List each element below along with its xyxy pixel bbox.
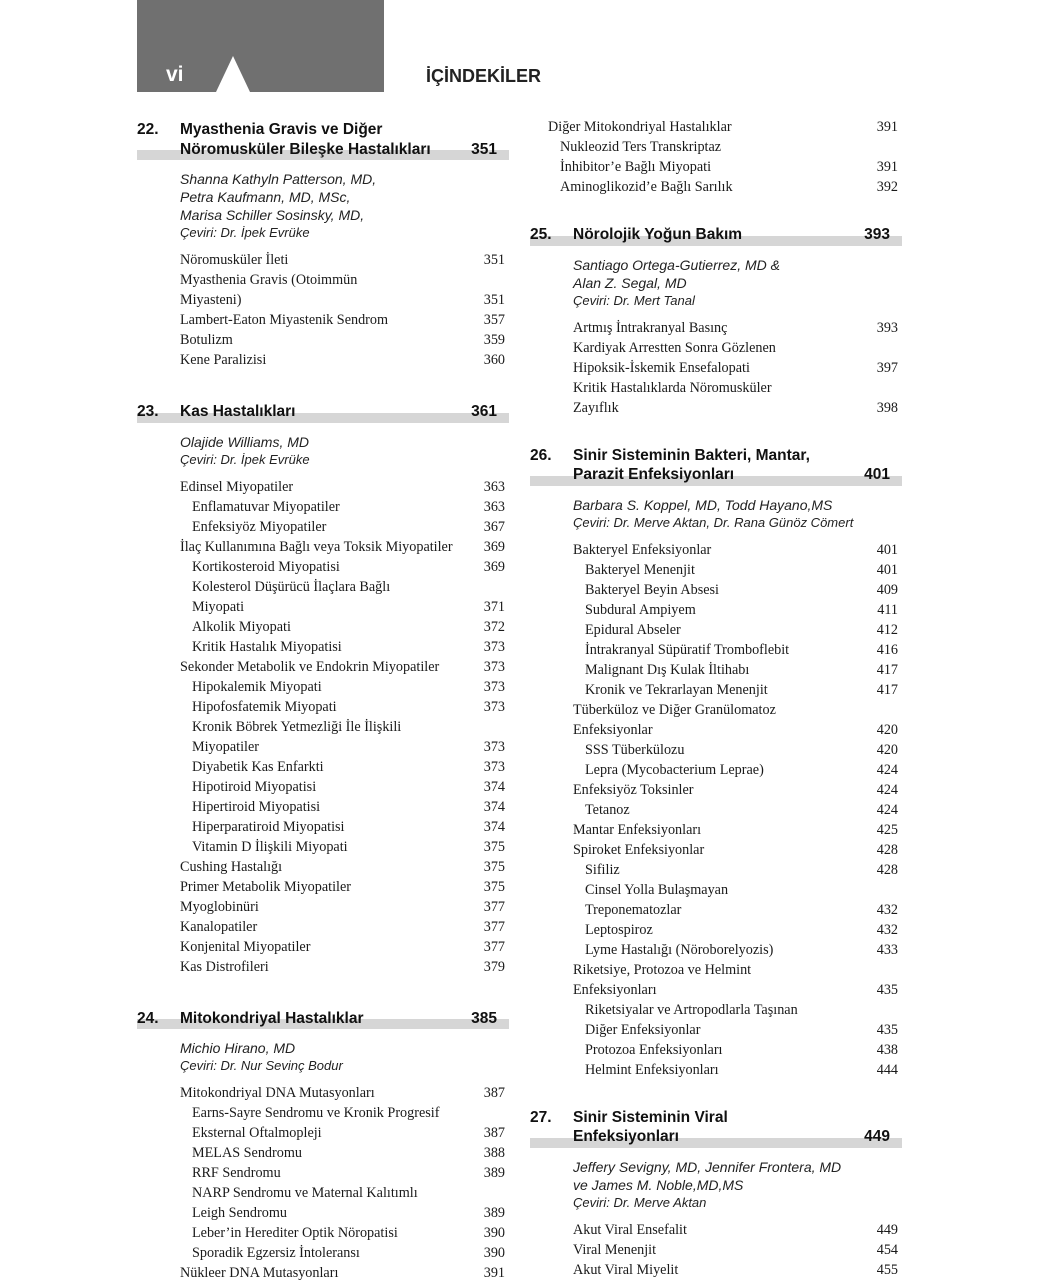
chapter-authors bbox=[573, 1158, 902, 1212]
toc-entry-title: Helmint Enfeksiyonları bbox=[573, 1060, 862, 1080]
toc-entry-page: 372 bbox=[484, 617, 505, 637]
toc-entry-page: 455 bbox=[877, 1260, 898, 1280]
toc-entry[interactable] bbox=[573, 720, 902, 740]
toc-entry-title: Konjenital Miyopatiler bbox=[180, 937, 469, 957]
toc-entry-page: 391 bbox=[877, 157, 898, 177]
toc-entry-page: 432 bbox=[877, 920, 898, 940]
toc-entry-page: 389 bbox=[484, 1163, 505, 1183]
toc-entry[interactable] bbox=[180, 597, 509, 617]
toc-entry-page: 398 bbox=[877, 398, 898, 418]
toc-entry-page: 411 bbox=[877, 600, 898, 620]
toc-entry[interactable] bbox=[180, 797, 509, 817]
toc-entry-page: 387 bbox=[484, 1123, 505, 1143]
toc-entry[interactable] bbox=[180, 897, 509, 917]
toc-entry[interactable] bbox=[180, 657, 509, 677]
toc-entry-page: 375 bbox=[484, 837, 505, 857]
toc-entry[interactable] bbox=[180, 517, 509, 537]
translator-line: Çeviri: Dr. Nur Sevinç Bodur bbox=[180, 1057, 509, 1075]
toc-entry[interactable] bbox=[573, 860, 902, 880]
author-line: Olajide Williams, MD bbox=[180, 433, 509, 451]
toc-entry-page: 433 bbox=[877, 940, 898, 960]
toc-entry[interactable] bbox=[180, 250, 509, 270]
author-line: Jeffery Sevigny, MD, Jennifer Frontera, MD bbox=[573, 1158, 902, 1176]
toc-entry-title: Myasthenia Gravis (Otoimmün bbox=[180, 270, 469, 290]
toc-entry-page: 379 bbox=[484, 957, 505, 977]
toc-entry-page: 357 bbox=[484, 310, 505, 330]
toc-entry[interactable] bbox=[180, 877, 509, 897]
toc-entry[interactable] bbox=[180, 677, 509, 697]
toc-entry-page: 449 bbox=[877, 1220, 898, 1240]
toc-right-column bbox=[530, 120, 902, 1280]
toc-entry[interactable] bbox=[573, 760, 902, 780]
toc-entry-title: Enfeksiyöz Toksinler bbox=[573, 780, 862, 800]
toc-entry-title: İntrakranyal Süpüratif Tromboflebit bbox=[573, 640, 862, 660]
toc-entry-title: MELAS Sendromu bbox=[180, 1143, 469, 1163]
toc-entry-title: Bakteryel Menenjit bbox=[573, 560, 862, 580]
toc-entry-page: 371 bbox=[484, 597, 505, 617]
toc-entry-page: 428 bbox=[877, 840, 898, 860]
toc-entry[interactable] bbox=[180, 777, 509, 797]
toc-entry-title: Hipokalemik Miyopati bbox=[180, 677, 469, 697]
toc-entry-title: Nukleozid Ters Transkriptaz bbox=[548, 137, 862, 157]
toc-entry-title: Edinsel Miyopatiler bbox=[180, 477, 469, 497]
toc-entry-title: Leptospiroz bbox=[573, 920, 862, 940]
toc-entry-list bbox=[573, 540, 902, 1080]
toc-entry-page: 377 bbox=[484, 917, 505, 937]
toc-entry-page: 391 bbox=[484, 1263, 505, 1283]
toc-entry-title: Lambert-Eaton Miyastenik Sendrom bbox=[180, 310, 469, 330]
author-line: Barbara S. Koppel, MD, Todd Hayano,MS bbox=[573, 496, 902, 514]
toc-entry-title: Artmış İntrakranyal Basınç bbox=[573, 318, 862, 338]
toc-entry[interactable] bbox=[180, 1083, 509, 1103]
toc-entry[interactable] bbox=[180, 310, 509, 330]
toc-entry[interactable] bbox=[573, 1220, 902, 1240]
toc-entry-title: Kritik Hastalıklarda Nöromusküler bbox=[573, 378, 862, 398]
chapter-authors bbox=[180, 170, 509, 242]
toc-entry-title: Sifiliz bbox=[573, 860, 862, 880]
toc-entry-title: Malignant Dış Kulak İltihabı bbox=[573, 660, 862, 680]
toc-entry-title: Lepra (Mycobacterium Leprae) bbox=[573, 760, 862, 780]
translator-line: Çeviri: Dr. Merve Aktan bbox=[573, 1194, 902, 1212]
toc-entry-page: 417 bbox=[877, 660, 898, 680]
toc-entry-title: Diğer Mitokondriyal Hastalıklar bbox=[548, 117, 862, 137]
toc-entry-title: Kritik Hastalık Miyopatisi bbox=[180, 637, 469, 657]
author-line: ve James M. Noble,MD,MS bbox=[573, 1176, 902, 1194]
toc-entry-title: Enfeksiyöz Miyopatiler bbox=[180, 517, 469, 537]
toc-entry-title: Riketsiyalar ve Artropodlarla Taşınan bbox=[573, 1000, 862, 1020]
chapter-number: 24. bbox=[137, 1009, 159, 1029]
toc-entry[interactable] bbox=[573, 398, 902, 418]
author-line: Michio Hirano, MD bbox=[180, 1039, 509, 1057]
toc-entry-page: 374 bbox=[484, 777, 505, 797]
toc-left-column bbox=[137, 120, 509, 1283]
translator-line: Çeviri: Dr. Mert Tanal bbox=[573, 292, 902, 310]
toc-entry-title: Cushing Hastalığı bbox=[180, 857, 469, 877]
toc-entry[interactable] bbox=[573, 680, 902, 700]
toc-entry[interactable] bbox=[180, 637, 509, 657]
toc-entry[interactable] bbox=[180, 1223, 509, 1243]
author-line: Marisa Schiller Sosinsky, MD, bbox=[180, 206, 509, 224]
toc-entry[interactable] bbox=[180, 717, 509, 737]
toc-entry-title: Miyopati bbox=[180, 597, 469, 617]
chapter-number: 27. bbox=[530, 1108, 552, 1128]
toc-entry-title: Miyopatiler bbox=[180, 737, 469, 757]
toc-entry[interactable] bbox=[573, 620, 902, 640]
toc-entry[interactable] bbox=[180, 557, 509, 577]
chapter-title: Mitokondriyal Hastalıklar bbox=[180, 1009, 451, 1029]
toc-entry-page: 401 bbox=[877, 560, 898, 580]
toc-entry-list bbox=[573, 1220, 902, 1280]
toc-entry-page: 351 bbox=[484, 290, 505, 310]
chapter-title: Myasthenia Gravis ve Diğer Nöromusküler Bileşke Hastalıkları bbox=[180, 120, 451, 159]
toc-entry[interactable] bbox=[180, 1143, 509, 1163]
toc-entry[interactable] bbox=[180, 857, 509, 877]
toc-entry[interactable] bbox=[548, 137, 902, 157]
chapter-gap bbox=[530, 1080, 902, 1108]
toc-entry-page: 369 bbox=[484, 557, 505, 577]
toc-entry[interactable] bbox=[180, 577, 509, 597]
toc-entry-page: 435 bbox=[877, 980, 898, 1000]
toc-entry-title: Hipoksik-İskemik Ensefalopati bbox=[573, 358, 862, 378]
chapter-section bbox=[530, 225, 902, 418]
toc-entry[interactable] bbox=[180, 617, 509, 637]
toc-entry-page: 428 bbox=[877, 860, 898, 880]
toc-entry[interactable] bbox=[573, 1240, 902, 1260]
toc-entry-title: Vitamin D İlişkili Miyopati bbox=[180, 837, 469, 857]
toc-entry-title: NARP Sendromu ve Maternal Kalıtımlı bbox=[180, 1183, 469, 1203]
toc-entry[interactable] bbox=[573, 980, 902, 1000]
toc-entry[interactable] bbox=[180, 837, 509, 857]
chapter-section bbox=[137, 402, 509, 977]
chapter-authors bbox=[573, 256, 902, 310]
toc-entry-title: Kene Paralizisi bbox=[180, 350, 469, 370]
chapter-section bbox=[530, 1108, 902, 1280]
chapter-section bbox=[137, 1009, 509, 1283]
toc-entry-page: 373 bbox=[484, 657, 505, 677]
chapter-section bbox=[530, 446, 902, 1080]
toc-entry-title: Enfeksiyonlar bbox=[573, 720, 862, 740]
toc-entry[interactable] bbox=[573, 1040, 902, 1060]
toc-entry-title: Hipofosfatemik Miyopati bbox=[180, 697, 469, 717]
toc-entry-page: 416 bbox=[877, 640, 898, 660]
toc-entry-page: 359 bbox=[484, 330, 505, 350]
toc-entry[interactable] bbox=[180, 1163, 509, 1183]
toc-entry-title: Nükleer DNA Mutasyonları bbox=[180, 1263, 469, 1283]
author-line: Petra Kaufmann, MD, MSc, bbox=[180, 188, 509, 206]
toc-entry-title: Mantar Enfeksiyonları bbox=[573, 820, 862, 840]
toc-entry-title: Alkolik Miyopati bbox=[180, 617, 469, 637]
toc-entry-title: Spiroket Enfeksiyonlar bbox=[573, 840, 862, 860]
toc-entry[interactable] bbox=[180, 1263, 509, 1283]
toc-entry-title: Enfeksiyonları bbox=[573, 980, 862, 1000]
toc-entry-title: Nöromusküler İleti bbox=[180, 250, 469, 270]
running-title: İÇİNDEKİLER bbox=[426, 64, 541, 88]
toc-entry-title: Bakteryel Beyin Absesi bbox=[573, 580, 862, 600]
toc-entry-page: 373 bbox=[484, 677, 505, 697]
chapter-gap bbox=[530, 197, 902, 225]
toc-entry-title: Diyabetik Kas Enfarkti bbox=[180, 757, 469, 777]
toc-entry[interactable] bbox=[573, 378, 902, 398]
toc-entry[interactable] bbox=[573, 540, 902, 560]
continued-entry-list bbox=[548, 117, 902, 197]
toc-entry[interactable] bbox=[180, 757, 509, 777]
chapter-number: 26. bbox=[530, 446, 552, 466]
toc-entry[interactable] bbox=[180, 350, 509, 370]
toc-entry[interactable] bbox=[180, 330, 509, 350]
toc-entry-page: 389 bbox=[484, 1203, 505, 1223]
chapter-section bbox=[137, 120, 509, 370]
toc-entry-title: Akut Viral Miyelit bbox=[573, 1260, 862, 1280]
toc-entry[interactable] bbox=[573, 900, 902, 920]
chapter-title: Nörolojik Yoğun Bakım bbox=[573, 225, 844, 245]
toc-entry[interactable] bbox=[573, 1000, 902, 1020]
toc-entry[interactable] bbox=[548, 157, 902, 177]
chapter-title: Sinir Sisteminin Bakteri, Mantar, Parazit Enfeksiyonları bbox=[573, 446, 844, 485]
toc-entry-title: Enflamatuvar Miyopatiler bbox=[180, 497, 469, 517]
toc-entry-page: 363 bbox=[484, 477, 505, 497]
toc-entry-title: Bakteryel Enfeksiyonlar bbox=[573, 540, 862, 560]
toc-entry[interactable] bbox=[180, 290, 509, 310]
toc-entry-title: Epidural Abseler bbox=[573, 620, 862, 640]
toc-entry-title: Leigh Sendromu bbox=[180, 1203, 469, 1223]
toc-entry-page: 375 bbox=[484, 877, 505, 897]
chapter-gap bbox=[137, 977, 509, 1009]
toc-entry-title: Eksternal Oftalmopleji bbox=[180, 1123, 469, 1143]
toc-entry[interactable] bbox=[180, 1243, 509, 1263]
toc-entry-title: Kortikosteroid Miyopatisi bbox=[180, 557, 469, 577]
toc-entry[interactable] bbox=[180, 957, 509, 977]
toc-entry-title: Diğer Enfeksiyonlar bbox=[573, 1020, 862, 1040]
toc-entry[interactable] bbox=[573, 920, 902, 940]
toc-entry[interactable] bbox=[573, 880, 902, 900]
toc-entry[interactable] bbox=[180, 1183, 509, 1203]
toc-entry-page: 390 bbox=[484, 1243, 505, 1263]
toc-entry-page: 391 bbox=[877, 117, 898, 137]
toc-entry[interactable] bbox=[180, 737, 509, 757]
toc-entry[interactable] bbox=[180, 497, 509, 517]
toc-entry-page: 401 bbox=[877, 540, 898, 560]
toc-entry[interactable] bbox=[180, 270, 509, 290]
toc-entry[interactable] bbox=[573, 1020, 902, 1040]
chapter-heading[interactable] bbox=[530, 1108, 902, 1147]
chapter-authors bbox=[180, 1039, 509, 1075]
translator-line: Çeviri: Dr. İpek Evrüke bbox=[180, 224, 509, 242]
toc-entry-title: Myoglobinüri bbox=[180, 897, 469, 917]
toc-entry[interactable] bbox=[573, 800, 902, 820]
toc-entry[interactable] bbox=[573, 600, 902, 620]
toc-entry-page: 377 bbox=[484, 937, 505, 957]
toc-entry-page: 444 bbox=[877, 1060, 898, 1080]
chapter-page: 401 bbox=[864, 465, 890, 485]
toc-entry-page: 417 bbox=[877, 680, 898, 700]
chapter-heading[interactable] bbox=[530, 446, 902, 485]
toc-entry[interactable] bbox=[573, 318, 902, 338]
toc-entry-page: 388 bbox=[484, 1143, 505, 1163]
toc-entry-title: Leber’in Herediter Optik Nöropatisi bbox=[180, 1223, 469, 1243]
toc-entry-title: Aminoglikozid’e Bağlı Sarılık bbox=[548, 177, 862, 197]
toc-entry[interactable] bbox=[573, 358, 902, 378]
toc-entry-title: Kolesterol Düşürücü İlaçlara Bağlı bbox=[180, 577, 469, 597]
toc-entry[interactable] bbox=[180, 1123, 509, 1143]
toc-entry-title: Hipertiroid Miyopatisi bbox=[180, 797, 469, 817]
toc-entry-title: Akut Viral Ensefalit bbox=[573, 1220, 862, 1240]
chapter-page: 393 bbox=[864, 225, 890, 245]
toc-entry[interactable] bbox=[573, 1060, 902, 1080]
toc-entry-page: 374 bbox=[484, 797, 505, 817]
toc-entry-page: 438 bbox=[877, 1040, 898, 1060]
toc-entry-title: SSS Tüberkülozu bbox=[573, 740, 862, 760]
author-line: Shanna Kathyln Patterson, MD, bbox=[180, 170, 509, 188]
toc-entry-title: Primer Metabolik Miyopatiler bbox=[180, 877, 469, 897]
toc-entry-title: RRF Sendromu bbox=[180, 1163, 469, 1183]
chapter-heading[interactable] bbox=[137, 402, 509, 422]
toc-entry-page: 454 bbox=[877, 1240, 898, 1260]
toc-entry-page: 392 bbox=[877, 177, 898, 197]
toc-entry[interactable] bbox=[573, 780, 902, 800]
toc-entry-page: 425 bbox=[877, 820, 898, 840]
toc-entry-page: 373 bbox=[484, 737, 505, 757]
toc-entry[interactable] bbox=[573, 660, 902, 680]
toc-entry-title: Mitokondriyal DNA Mutasyonları bbox=[180, 1083, 469, 1103]
toc-entry[interactable] bbox=[180, 917, 509, 937]
toc-entry-title: Earns-Sayre Sendromu ve Kronik Progresif bbox=[180, 1103, 469, 1123]
translator-line: Çeviri: Dr. İpek Evrüke bbox=[180, 451, 509, 469]
toc-entry-title: Botulizm bbox=[180, 330, 469, 350]
toc-entry-title: Kas Distrofileri bbox=[180, 957, 469, 977]
chapter-heading[interactable] bbox=[530, 225, 902, 245]
toc-entry-page: 369 bbox=[484, 537, 505, 557]
chapter-number: 22. bbox=[137, 120, 159, 140]
toc-entry-title: Hiperparatiroid Miyopatisi bbox=[180, 817, 469, 837]
toc-entry-page: 373 bbox=[484, 757, 505, 777]
toc-entry[interactable] bbox=[573, 560, 902, 580]
toc-entry-page: 412 bbox=[877, 620, 898, 640]
toc-entry[interactable] bbox=[548, 177, 902, 197]
toc-entry[interactable] bbox=[180, 477, 509, 497]
toc-entry-title: Kronik Böbrek Yetmezliği İle İlişkili bbox=[180, 717, 469, 737]
toc-entry-page: 420 bbox=[877, 720, 898, 740]
toc-entry-title: Tüberküloz ve Diğer Granülomatoz bbox=[573, 700, 862, 720]
toc-entry-page: 424 bbox=[877, 780, 898, 800]
toc-entry-title: Sekonder Metabolik ve Endokrin Miyopatiler bbox=[180, 657, 469, 677]
toc-entry[interactable] bbox=[180, 937, 509, 957]
chapter-page: 385 bbox=[471, 1009, 497, 1029]
toc-entry-page: 397 bbox=[877, 358, 898, 378]
toc-entry[interactable] bbox=[573, 338, 902, 358]
toc-entry-page: 424 bbox=[877, 800, 898, 820]
toc-entry-title: Kanalopatiler bbox=[180, 917, 469, 937]
toc-entry-page: 363 bbox=[484, 497, 505, 517]
toc-entry[interactable] bbox=[180, 697, 509, 717]
chapter-page: 361 bbox=[471, 402, 497, 422]
toc-entry-page: 424 bbox=[877, 760, 898, 780]
toc-entry[interactable] bbox=[573, 1260, 902, 1280]
chapter-heading[interactable] bbox=[137, 120, 509, 159]
toc-entry-title: Cinsel Yolla Bulaşmayan bbox=[573, 880, 862, 900]
author-line: Santiago Ortega-Gutierrez, MD & bbox=[573, 256, 902, 274]
toc-entry-page: 435 bbox=[877, 1020, 898, 1040]
chapter-heading[interactable] bbox=[137, 1009, 509, 1029]
translator-line: Çeviri: Dr. Merve Aktan, Dr. Rana Günöz Cömert bbox=[573, 514, 902, 532]
chapter-authors bbox=[180, 433, 509, 469]
chapter-title: Kas Hastalıkları bbox=[180, 402, 451, 422]
toc-entry[interactable] bbox=[180, 817, 509, 837]
toc-entry-title: Lyme Hastalığı (Nöroborelyozis) bbox=[573, 940, 862, 960]
toc-entry-title: Protozoa Enfeksiyonları bbox=[573, 1040, 862, 1060]
toc-entry-title: İnhibitor’e Bağlı Miyopati bbox=[548, 157, 862, 177]
toc-entry[interactable] bbox=[573, 700, 902, 720]
toc-entry-list bbox=[180, 250, 509, 370]
toc-entry[interactable] bbox=[573, 580, 902, 600]
toc-entry-page: 387 bbox=[484, 1083, 505, 1103]
chapter-number: 25. bbox=[530, 225, 552, 245]
toc-entry-page: 393 bbox=[877, 318, 898, 338]
chapter-gap bbox=[530, 418, 902, 446]
toc-entry-page: 377 bbox=[484, 897, 505, 917]
toc-entry-page: 420 bbox=[877, 740, 898, 760]
toc-entry-title: Treponematozlar bbox=[573, 900, 862, 920]
toc-entry[interactable] bbox=[180, 537, 509, 557]
toc-entry-title: Tetanoz bbox=[573, 800, 862, 820]
toc-entry-title: İlaç Kullanımına Bağlı veya Toksik Miyopatiler bbox=[180, 537, 469, 557]
toc-entry[interactable] bbox=[573, 840, 902, 860]
chapter-page: 449 bbox=[864, 1127, 890, 1147]
toc-entry[interactable] bbox=[573, 640, 902, 660]
toc-entry-title: Zayıflık bbox=[573, 398, 862, 418]
toc-entry-title: Sporadik Egzersiz İntoleransı bbox=[180, 1243, 469, 1263]
toc-entry-page: 375 bbox=[484, 857, 505, 877]
chapter-number: 23. bbox=[137, 402, 159, 422]
toc-entry-page: 374 bbox=[484, 817, 505, 837]
toc-entry-page: 373 bbox=[484, 697, 505, 717]
toc-entry[interactable] bbox=[573, 940, 902, 960]
toc-entry-title: Miyasteni) bbox=[180, 290, 469, 310]
chapter-title: Sinir Sisteminin Viral Enfeksiyonları bbox=[573, 1108, 844, 1147]
toc-entry[interactable] bbox=[573, 740, 902, 760]
author-line: Alan Z. Segal, MD bbox=[573, 274, 902, 292]
toc-entry-list bbox=[573, 318, 902, 418]
toc-entry-page: 409 bbox=[877, 580, 898, 600]
toc-entry[interactable] bbox=[180, 1103, 509, 1123]
chapter-gap bbox=[137, 370, 509, 402]
toc-entry-title: Viral Menenjit bbox=[573, 1240, 862, 1260]
toc-entry-list bbox=[180, 1083, 509, 1283]
toc-entry-title: Hipotiroid Miyopatisi bbox=[180, 777, 469, 797]
toc-entry-page: 351 bbox=[484, 250, 505, 270]
toc-entry[interactable] bbox=[548, 117, 902, 137]
toc-entry[interactable] bbox=[573, 960, 902, 980]
toc-entry-page: 432 bbox=[877, 900, 898, 920]
toc-entry-title: Riketsiye, Protozoa ve Helmint bbox=[573, 960, 862, 980]
toc-entry-page: 360 bbox=[484, 350, 505, 370]
toc-entry-title: Subdural Ampiyem bbox=[573, 600, 862, 620]
chapter-page: 351 bbox=[471, 140, 497, 160]
chapter-authors bbox=[573, 496, 902, 532]
toc-entry-list bbox=[180, 477, 509, 977]
toc-entry-page: 373 bbox=[484, 637, 505, 657]
page-number: vi bbox=[166, 62, 184, 88]
toc-entry-title: Kardiyak Arrestten Sonra Gözlenen bbox=[573, 338, 862, 358]
toc-entry-page: 367 bbox=[484, 517, 505, 537]
toc-entry[interactable] bbox=[573, 820, 902, 840]
toc-entry-page: 390 bbox=[484, 1223, 505, 1243]
toc-entry-title: Kronik ve Tekrarlayan Menenjit bbox=[573, 680, 862, 700]
header-triangle-decoration bbox=[216, 56, 250, 92]
toc-entry[interactable] bbox=[180, 1203, 509, 1223]
